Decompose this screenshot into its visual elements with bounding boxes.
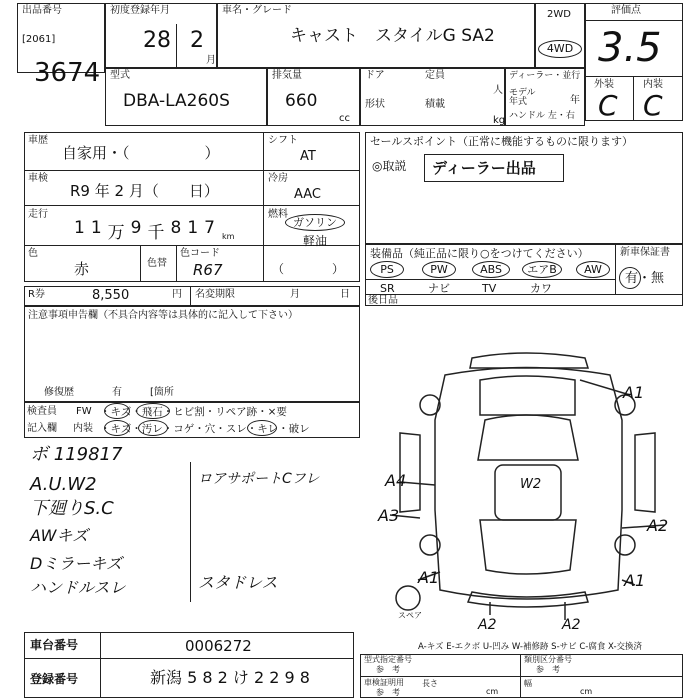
expiry-month: 月: [290, 289, 300, 300]
int-items: ・キズ・汚レ・コゲ・穴・スレ・キレ・破レ: [100, 423, 310, 435]
fw-label: FW: [76, 406, 92, 417]
displacement-value: 660: [285, 91, 318, 111]
plate-value: 新潟 5 8 2 け 2 2 9 8: [150, 668, 310, 687]
post-label: 後日品: [368, 295, 398, 306]
equip-ps: PS: [370, 261, 404, 278]
year-unit: 年: [570, 95, 580, 106]
diag-label-a1-top: A1: [623, 383, 645, 402]
note-line-4: AWキズ: [30, 526, 89, 545]
model-grade-label: 車名・グレード: [222, 5, 292, 16]
equip-sr: SR: [380, 282, 395, 295]
width-label: 幅: [524, 679, 532, 688]
capacity-label: 定員: [425, 70, 445, 81]
int-kizu-circle: [104, 420, 130, 436]
length-label: 長さ: [422, 679, 438, 688]
plate-label: 登録番号: [30, 672, 79, 686]
dealer-car: ディーラー出品: [432, 159, 536, 177]
drive-2wd: 2WD: [547, 9, 571, 20]
ac-label: 冷房: [268, 173, 288, 184]
model-year-label: モデル年式: [509, 88, 536, 107]
recycle-value: 8,550: [92, 288, 130, 303]
equip-navi: ナビ: [428, 282, 450, 295]
length-cm: cm: [486, 687, 499, 696]
reg-year: 28: [143, 28, 171, 53]
kg-unit: kg: [493, 115, 506, 126]
diag-label-a1-left: A1: [418, 568, 440, 587]
load-label: 積載: [425, 99, 445, 110]
fw-kizu-circle: [104, 403, 130, 419]
history-value: 自家用・（ ）: [62, 144, 220, 162]
rating-label: 評価点: [611, 5, 641, 16]
exterior-label: 外装: [594, 79, 614, 90]
shape-label: 形状: [365, 99, 385, 110]
door-label: ドア: [365, 70, 385, 81]
sales-block: [365, 132, 683, 244]
repair-place: [箇所: [150, 387, 174, 398]
color-value: 赤: [74, 260, 90, 278]
drive-4wd: 4WD: [538, 40, 582, 58]
equip-leather: カワ: [530, 282, 552, 295]
equip-tv: TV: [482, 282, 497, 295]
history-label: 車歴: [28, 135, 48, 146]
equip-pw: PW: [422, 261, 456, 278]
writer-label: 記入欄: [27, 423, 57, 434]
type-label: 型式: [110, 70, 130, 81]
fw-items: ・キズ・飛石・ヒビ割・リペア跡・×要: [100, 406, 287, 418]
inspection-label: 車検: [28, 173, 48, 184]
notes-label: 注意事項申告欄（不具合内容等は具体的に記入して下さい）: [28, 310, 298, 321]
diag-label-a1-right: A1: [624, 571, 646, 590]
interior-label: 内装: [643, 79, 663, 90]
month-unit: 月: [206, 55, 216, 66]
form-sub: 参 考: [376, 665, 400, 674]
displacement-label: 排気量: [272, 70, 302, 81]
recycle-label: R券: [28, 289, 45, 300]
warranty-circle: [619, 267, 641, 289]
class-label: 類別区分番号: [524, 655, 572, 664]
person-unit: 人: [493, 85, 503, 96]
manual-label: ◎取説: [372, 159, 407, 173]
expiry-day: 日: [340, 289, 350, 300]
equipment-label: 装備品（純正品に限り○をつけてください）: [370, 247, 589, 260]
note-line-1: ボ 119817: [30, 444, 123, 465]
color-change-label: 色替: [147, 258, 167, 269]
warranty-label: 新車保証書: [620, 247, 670, 258]
expiry-label: 名変期限: [195, 289, 235, 300]
legend-text: A-キズ E-エクボ U-凹み W-補修跡 S-サビ C-腐食 X-交換済: [418, 642, 643, 652]
mileage-label: 走行: [28, 209, 48, 220]
diag-label-a2-bottom-right: A2: [562, 617, 581, 633]
exterior-grade: C: [598, 89, 618, 122]
note-line-3: 下廻りS.C: [30, 498, 114, 519]
note-right-2: スタドレス: [198, 573, 278, 592]
mileage-digits: 1 1 万 9 千 8 1 7: [74, 218, 215, 243]
rating-value: 3.5: [598, 25, 662, 71]
dealer-label: ディーラー・並行: [509, 71, 581, 81]
fuel-value: ガソリン: [285, 214, 345, 231]
diag-label-a2-bottom-left: A2: [478, 617, 497, 633]
note-line-5: Dミラーキズ: [30, 554, 123, 573]
chassis-value: 0006272: [185, 637, 252, 655]
cert-sub: 参 考: [376, 688, 400, 697]
inspection-value: R9 年 2 月（ 日）: [70, 182, 219, 200]
int-sure-circle: [247, 420, 277, 436]
type-value: DBA-LA260S: [123, 91, 230, 111]
cert-label: 車検証明用: [364, 678, 404, 687]
displacement-unit: cc: [339, 113, 350, 124]
int-label: 内装: [73, 423, 93, 434]
equip-aw: AW: [576, 261, 610, 278]
shift-value: AT: [300, 149, 316, 164]
fuel-alt: 軽油: [303, 234, 328, 248]
chassis-label: 車台番号: [30, 638, 79, 652]
ac-value: AAC: [294, 187, 321, 202]
first-reg-label: 初度登録年月: [110, 5, 170, 16]
yen-unit: 円: [172, 289, 182, 300]
diag-label-spare: スペア: [398, 611, 422, 620]
model-grade: キャスト スタイルG SA2: [290, 26, 495, 46]
note-right-1: ロアサポートCフレ: [198, 471, 320, 487]
fuel-paren: （ ）: [272, 262, 345, 276]
equip-abs: ABS: [472, 261, 510, 278]
int-yogore-circle: [138, 420, 168, 436]
diag-label-a2-right: A2: [647, 516, 669, 535]
lot-number: 3674: [34, 58, 101, 88]
shift-label: シフト: [268, 135, 298, 146]
note-line-2: A.U.W2: [30, 474, 97, 495]
repair-label: 修復歴: [44, 387, 74, 398]
diag-label-a4: A4: [385, 471, 407, 490]
inspector-label: 検査員: [27, 406, 57, 417]
recycle-row: [24, 286, 360, 306]
equip-airbag: エアB: [522, 261, 562, 278]
sales-point-label: セールスポイント（正常に機能するものに限ります）: [370, 135, 634, 148]
fuel-label: 燃料: [268, 209, 288, 220]
width-cm: cm: [580, 687, 593, 696]
warranty-value: 有・無: [625, 271, 665, 286]
repair-value: 有: [112, 387, 122, 398]
lot-sub: [2061]: [22, 34, 56, 45]
lot-label: 出品番号: [22, 5, 62, 16]
form-label: 型式指定番号: [364, 655, 412, 664]
diag-label-a3: A3: [378, 506, 400, 525]
fw-tobiishi-circle: [136, 403, 170, 419]
interior-grade: C: [643, 89, 663, 122]
color-code-value: R67: [193, 261, 223, 279]
color-code-label: 色コード: [180, 248, 220, 259]
class-sub: 参 考: [536, 665, 560, 674]
handle-label: ハンドル 左・右: [509, 111, 575, 121]
reg-month: 2: [190, 28, 204, 53]
diag-label-w2: W2: [520, 477, 542, 492]
note-line-6: ハンドルスレ: [30, 578, 126, 597]
km-unit: km: [222, 232, 235, 241]
color-label: 色: [28, 248, 38, 259]
